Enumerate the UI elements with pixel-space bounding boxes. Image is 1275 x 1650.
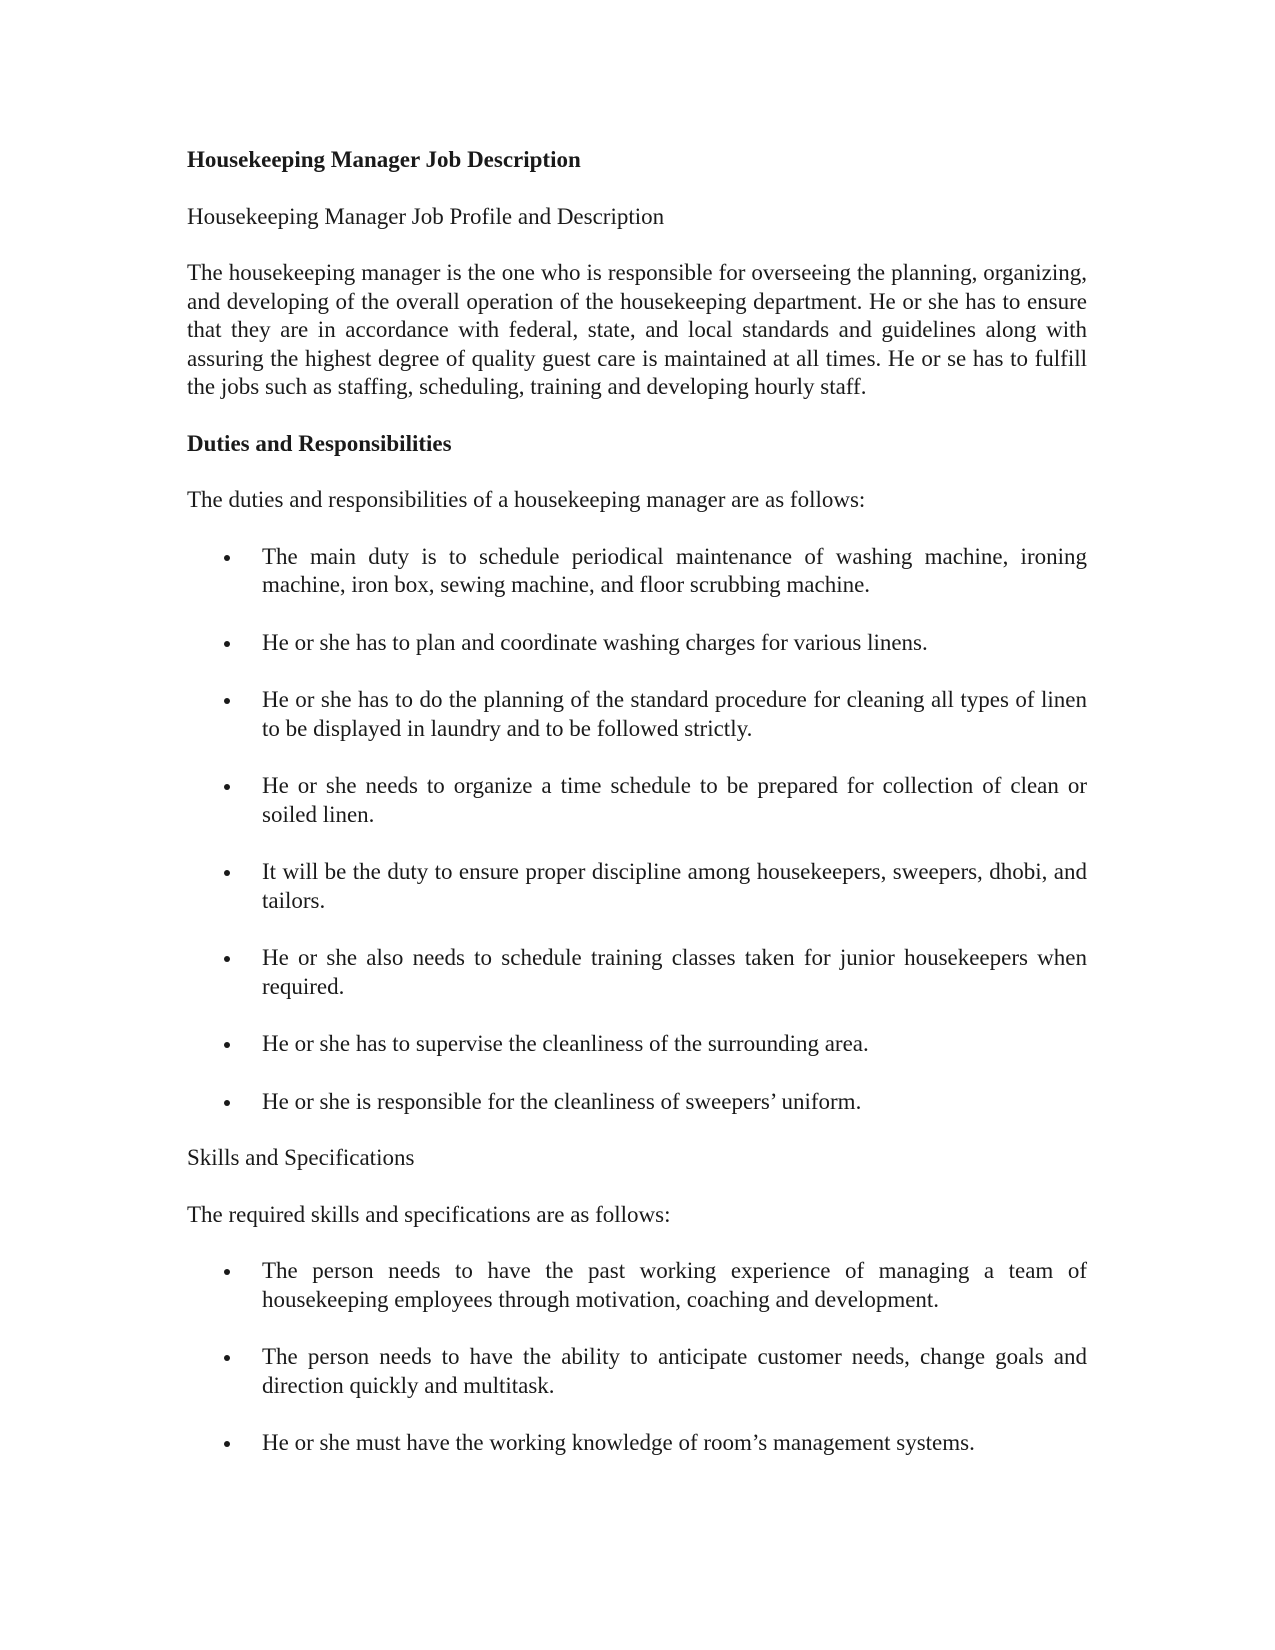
duties-list-item	[187, 543, 1087, 600]
duties-item-text: He or she has to do the planning of the standard procedure for cleaning all types of linen to be displayed in laundry and to be followed strictly.	[262, 687, 1087, 741]
document-subtitle: Housekeeping Manager Job Profile and Description	[187, 203, 665, 229]
duties-item-text: He or she needs to organize a time schedule to be prepared for collection of clean or soiled linen.	[262, 773, 1087, 827]
skills-item-text: The person needs to have the past working experience of managing a team of housekeeping employees through motivation, coaching and development.	[262, 1258, 1087, 1312]
document-page	[187, 146, 1087, 1486]
duties-item-text: He or she has to plan and coordinate washing charges for various linens.	[262, 629, 928, 655]
bullet-dot-icon	[224, 555, 230, 561]
intro-paragraph: The housekeeping manager is the one who is responsible for overseeing the planning, organizing, and developing of the overall operation of the housekeeping department. He or she has to ensure that they are in accordance with federal, state, and local standards and guidelines along with assuring the highest degree of quality guest care is maintained at all times. He or se has to fulfill the jobs such as staffing, scheduling, training and developing hourly staff.	[187, 260, 1087, 399]
duties-list-item	[187, 629, 1087, 658]
bullet-dot-icon	[224, 956, 230, 962]
duties-list-item	[187, 772, 1087, 829]
duties-list-item	[187, 1030, 1087, 1059]
bullet-dot-icon	[224, 698, 230, 704]
skills-list	[187, 1257, 1087, 1458]
bullet-dot-icon	[224, 784, 230, 790]
duties-item-text: The main duty is to schedule periodical maintenance of washing machine, ironing machine, iron box, sewing machine, and floor scrubbing machine.	[262, 543, 1087, 597]
duties-list-item	[187, 1088, 1087, 1117]
bullet-dot-icon	[224, 1269, 230, 1275]
skills-list-item	[187, 1257, 1087, 1314]
bullet-dot-icon	[224, 641, 230, 647]
skills-list-item	[187, 1429, 1087, 1458]
bullet-dot-icon	[224, 1441, 230, 1447]
bullet-dot-icon	[224, 1100, 230, 1106]
skills-heading: Skills and Specifications	[187, 1145, 415, 1170]
duties-lead: The duties and responsibilities of a housekeeping manager are as follows:	[187, 487, 866, 512]
bullet-dot-icon	[224, 870, 230, 876]
duties-list	[187, 543, 1087, 1117]
duties-list-item	[187, 944, 1087, 1001]
duties-item-text: He or she has to supervise the cleanliness of the surrounding area.	[262, 1031, 869, 1056]
duties-heading: Duties and Responsibilities	[187, 430, 452, 456]
duties-item-text: It will be the duty to ensure proper discipline among housekeepers, sweepers, dhobi, and tailors.	[262, 859, 1087, 913]
bullet-dot-icon	[224, 1355, 230, 1361]
duties-item-text: He or she is responsible for the cleanliness of sweepers’ uniform.	[262, 1088, 862, 1114]
duties-item-text: He or she also needs to schedule training classes taken for junior housekeepers when required.	[262, 945, 1087, 999]
skills-item-text: He or she must have the working knowledge of room’s management systems.	[262, 1430, 975, 1455]
duties-list-item	[187, 858, 1087, 915]
bullet-dot-icon	[224, 1042, 230, 1048]
skills-item-text: The person needs to have the ability to anticipate customer needs, change goals and direction quickly and multitask.	[262, 1344, 1087, 1398]
skills-list-item	[187, 1343, 1087, 1400]
document-title: Housekeeping Manager Job Description	[187, 147, 581, 172]
duties-list-item	[187, 686, 1087, 743]
skills-lead: The required skills and specifications are as follows:	[187, 1201, 671, 1227]
